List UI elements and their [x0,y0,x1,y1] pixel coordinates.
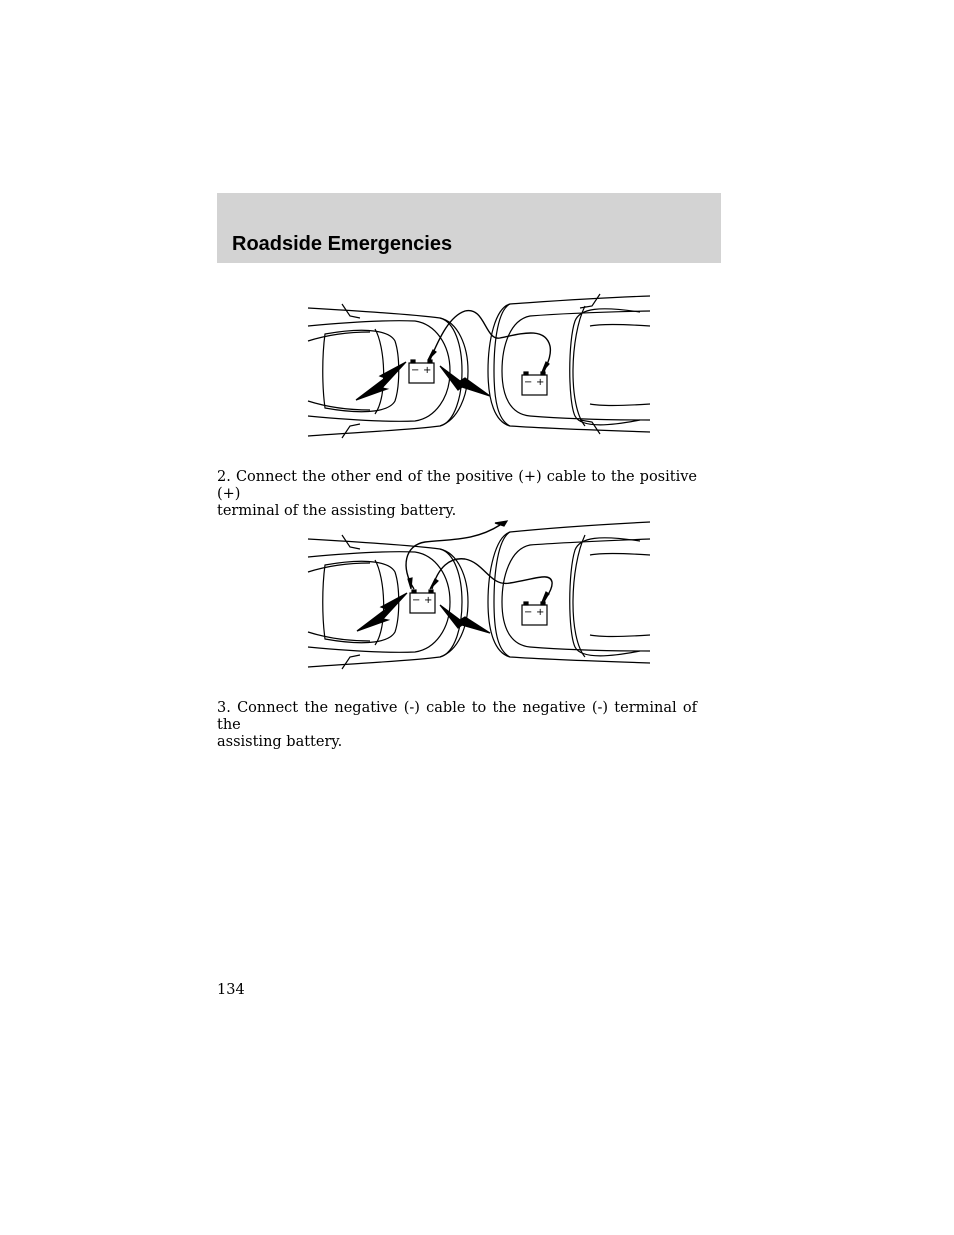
page-number: 134 [217,982,245,998]
svg-text:−: − [411,365,420,376]
battery-right-icon [522,372,547,395]
battery-left-icon [410,590,435,613]
svg-text:+: + [424,595,433,606]
section-header-band [217,193,721,263]
svg-text:−: − [524,607,533,618]
instruction-step-3 [217,700,697,751]
section-title: Roadside Emergencies [232,233,453,255]
svg-text:+: + [536,377,545,388]
battery-right-icon [522,602,547,625]
step-3-line-2: assisting battery. [217,734,343,750]
assisting-vehicle [488,294,650,434]
disabled-vehicle [308,535,468,669]
step-2-line-2: terminal of the assisting battery. [217,503,457,519]
step-3-line-1: 3. Connect the negative (-) cable to the negative (-) terminal of the [217,700,697,733]
jump-start-illustration-1 [300,286,660,456]
svg-text:+: + [423,365,432,376]
assisting-vehicle [488,522,650,663]
svg-text:−: − [524,377,533,388]
svg-text:+: + [536,607,545,618]
instruction-step-2 [217,469,697,520]
battery-left-icon [409,360,434,383]
step-2-line-1: 2. Connect the other end of the positive (+) cable to the positive (+) [217,469,697,502]
svg-text:−: − [412,595,421,606]
jump-start-illustration-2 [300,517,660,687]
